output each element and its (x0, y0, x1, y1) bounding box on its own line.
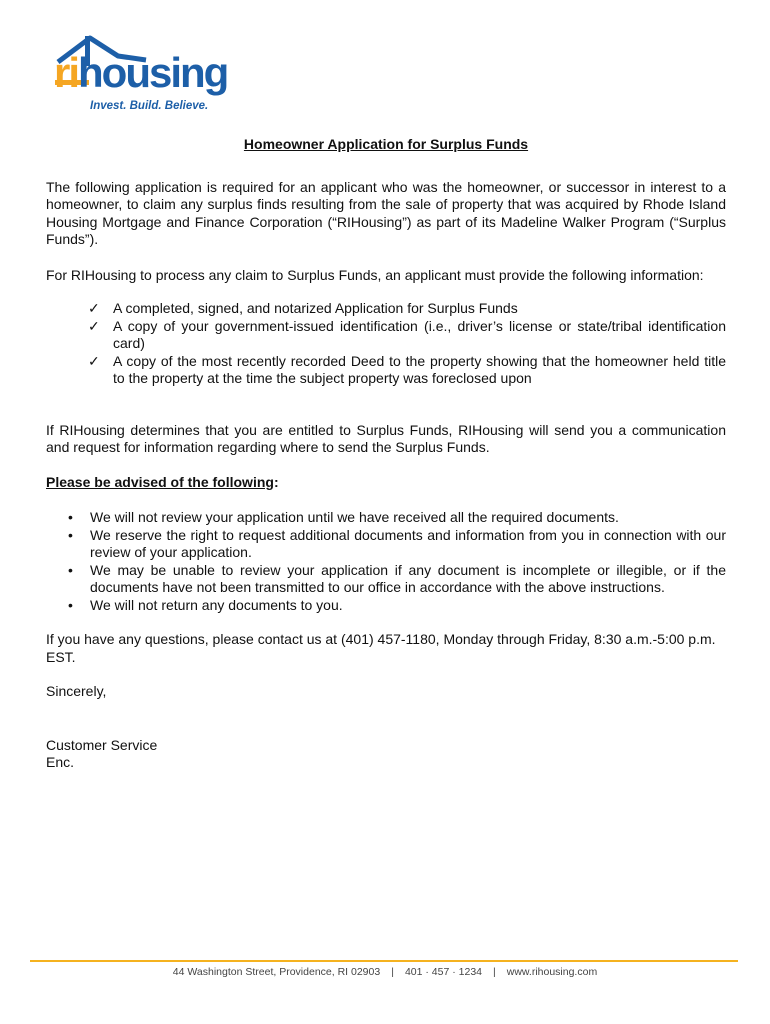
bullet-icon: • (68, 509, 73, 525)
footer-address: 44 Washington Street, Providence, RI 02903 (172, 966, 381, 978)
bullet-icon: • (68, 596, 73, 613)
logo-housing: housing (78, 49, 228, 96)
bullet-item (66, 562, 726, 597)
checklist-item (88, 300, 726, 318)
letter-body (46, 136, 726, 772)
checkmark-icon: ✓ (88, 317, 100, 334)
logo-tagline: Invest. Build. Believe. (90, 100, 209, 112)
closing-salutation: Sincerely, (46, 683, 107, 699)
checklist-item-text: A copy of your government-issued identification (i.e., driver’s license or state/tribal identification card) (113, 317, 726, 351)
footer-separator: | (391, 966, 394, 978)
bullet-item (66, 527, 726, 562)
bullet-item-text: We reserve the right to request additional documents and information from you in connection with our review of your application. (90, 526, 726, 560)
advised-heading-colon: : (273, 473, 279, 490)
footer-divider (30, 960, 738, 962)
intro-paragraph: The following application is required for an applicant who was the homeowner, or successor in interest to a homeowner, to claim any surplus finds resulting from the sale of property that was acquired by Rhode Island Housing Mortgage and Finance Corporation (“RIHousing”) as part of its Madeline Walker Program (“Surplus Funds”). (46, 178, 726, 247)
footer-phone: 401 · 457 · 1234 (404, 966, 482, 978)
bullet-item (66, 597, 726, 615)
bullet-icon: • (68, 526, 73, 543)
checklist-item (88, 353, 726, 388)
bullet-icon: • (68, 561, 73, 578)
checkmark-icon: ✓ (88, 300, 100, 316)
advised-heading (46, 474, 726, 492)
bullet-item (66, 509, 726, 527)
document-title: Homeowner Application for Surplus Funds (243, 136, 529, 152)
advisory-bullet-list (66, 509, 726, 614)
checklist-item-text: A copy of the most recently recorded Deed to the property showing that the homeowner held title to the property at the time the subject property was foreclosed upon (113, 352, 726, 386)
entitled-paragraph: If RIHousing determines that you are entitled to Surplus Funds, RIHousing will send you a communication and request for information regarding where to send the Surplus Funds. (46, 421, 726, 455)
checklist-item (88, 318, 726, 353)
process-paragraph: For RIHousing to process any claim to Surplus Funds, an applicant must provide the following information: (46, 266, 704, 283)
checklist-item-text: A completed, signed, and notarized Application for Surplus Funds (113, 300, 518, 316)
checkmark-icon: ✓ (88, 352, 100, 369)
signature-name: Customer Service (46, 736, 158, 753)
logo-wordmark (54, 49, 228, 96)
footer (0, 966, 770, 978)
enclosure-note: Enc. (46, 754, 75, 770)
footer-website[interactable]: www.rihousing.com (506, 966, 598, 978)
bullet-item-text: We will not return any documents to you. (90, 596, 343, 613)
advised-heading-text: Please be advised of the following (46, 473, 274, 490)
bullet-item-text: We may be unable to review your application if any document is incomplete or illegible, or if the documents have not been transmitted to our office in accordance with the above instructions. (90, 561, 726, 595)
logo-ri: ri (54, 49, 79, 96)
questions-paragraph: If you have any questions, please contact us at (401) 457-1180, Monday through Friday, 8:30 a.m.-5:00 p.m. EST. (46, 631, 716, 665)
bullet-item-text: We will not review your application until we have received all the required documents. (90, 509, 619, 525)
footer-separator: | (493, 966, 496, 978)
rihousing-logo (52, 34, 237, 120)
required-documents-checklist (88, 300, 726, 388)
